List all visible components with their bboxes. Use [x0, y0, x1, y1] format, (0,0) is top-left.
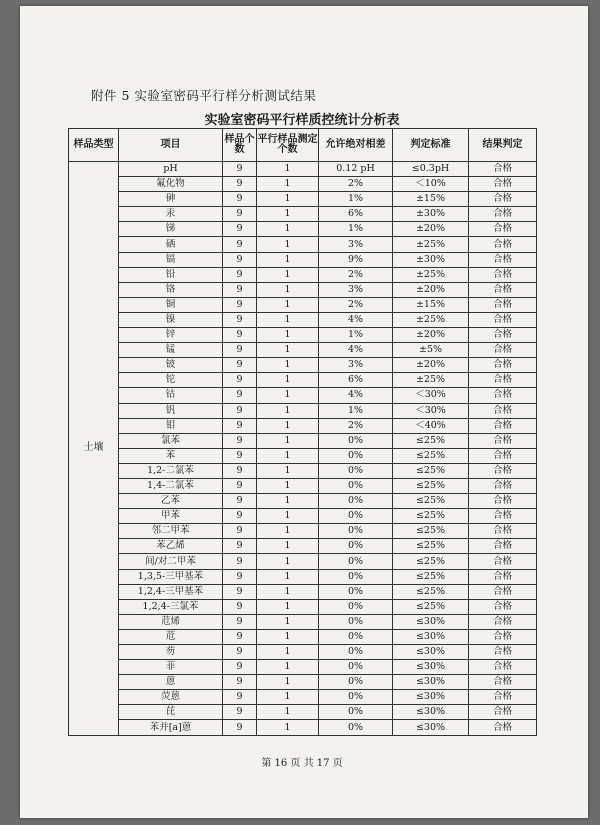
allowed-diff-cell: 0%	[319, 645, 393, 660]
sample-count-cell: 9	[223, 645, 257, 660]
result-cell: 合格	[469, 690, 537, 705]
parallel-count-cell: 1	[257, 448, 319, 463]
table-row	[69, 282, 537, 297]
table-title: 实验室密码平行样质控统计分析表	[204, 113, 400, 128]
sample-count-cell: 9	[223, 237, 257, 252]
result-cell: 合格	[469, 660, 537, 675]
table-header-row	[69, 129, 537, 162]
sample-count-cell: 9	[223, 267, 257, 282]
result-cell: 合格	[469, 403, 537, 418]
parallel-count-cell: 1	[257, 539, 319, 554]
item-cell: 苯乙烯	[119, 539, 223, 554]
allowed-diff-cell: 0%	[319, 584, 393, 599]
table-row	[69, 494, 537, 509]
item-cell: 邻二甲苯	[119, 524, 223, 539]
result-cell: 合格	[469, 554, 537, 569]
parallel-count-cell: 1	[257, 192, 319, 207]
allowed-diff-cell: 0%	[319, 448, 393, 463]
table-row	[69, 312, 537, 327]
sample-count-cell: 9	[223, 207, 257, 222]
result-cell: 合格	[469, 207, 537, 222]
parallel-count-cell: 1	[257, 222, 319, 237]
result-cell: 合格	[469, 297, 537, 312]
item-cell: 乙苯	[119, 494, 223, 509]
allowed-diff-cell: 0%	[319, 463, 393, 478]
parallel-count-cell: 1	[257, 524, 319, 539]
parallel-count-cell: 1	[257, 282, 319, 297]
item-cell: 钼	[119, 418, 223, 433]
sample-count-cell: 9	[223, 569, 257, 584]
result-cell: 合格	[469, 267, 537, 282]
standard-cell: ≤0.3pH	[393, 162, 469, 177]
allowed-diff-cell: 4%	[319, 343, 393, 358]
parallel-count-cell: 1	[257, 388, 319, 403]
standard-cell: ≤30%	[393, 705, 469, 720]
item-cell: 锑	[119, 222, 223, 237]
standard-cell: ±20%	[393, 222, 469, 237]
standard-cell: ±25%	[393, 373, 469, 388]
standard-cell: ≤25%	[393, 584, 469, 599]
sample-type-cell: 土壤	[69, 162, 119, 736]
allowed-diff-cell: 0%	[319, 690, 393, 705]
result-cell: 合格	[469, 388, 537, 403]
sample-count-cell: 9	[223, 282, 257, 297]
parallel-count-cell: 1	[257, 509, 319, 524]
parallel-count-cell: 1	[257, 463, 319, 478]
item-cell: 锌	[119, 328, 223, 343]
table-row	[69, 524, 537, 539]
sample-count-cell: 9	[223, 494, 257, 509]
result-cell: 合格	[469, 373, 537, 388]
standard-cell: ＜30%	[393, 388, 469, 403]
result-cell: 合格	[469, 675, 537, 690]
parallel-count-cell: 1	[257, 297, 319, 312]
sample-count-cell: 9	[223, 312, 257, 327]
result-cell: 合格	[469, 162, 537, 177]
table-row	[69, 690, 537, 705]
standard-cell: ≤25%	[393, 554, 469, 569]
parallel-count-cell: 1	[257, 343, 319, 358]
parallel-count-cell: 1	[257, 614, 319, 629]
table-row	[69, 328, 537, 343]
standard-cell: ＜40%	[393, 418, 469, 433]
parallel-count-cell: 1	[257, 478, 319, 493]
sample-count-cell: 9	[223, 463, 257, 478]
header-item: 项目	[119, 129, 223, 162]
table-row	[69, 267, 537, 282]
parallel-count-cell: 1	[257, 312, 319, 327]
allowed-diff-cell: 1%	[319, 222, 393, 237]
parallel-count-cell: 1	[257, 675, 319, 690]
parallel-count-cell: 1	[257, 162, 319, 177]
sample-count-cell: 9	[223, 539, 257, 554]
table-row	[69, 584, 537, 599]
sample-count-cell: 9	[223, 297, 257, 312]
item-cell: 芴	[119, 645, 223, 660]
attachment-heading: 附件 5 实验室密码平行样分析测试结果	[91, 88, 317, 103]
sample-count-cell: 9	[223, 222, 257, 237]
table-row	[69, 297, 537, 312]
result-cell: 合格	[469, 599, 537, 614]
sample-count-cell: 9	[223, 720, 257, 735]
standard-cell: ≤25%	[393, 463, 469, 478]
allowed-diff-cell: 0%	[319, 569, 393, 584]
header-allowed-diff: 允许绝对相差	[319, 129, 393, 162]
table-row	[69, 358, 537, 373]
result-cell: 合格	[469, 705, 537, 720]
allowed-diff-cell: 3%	[319, 282, 393, 297]
allowed-diff-cell: 6%	[319, 207, 393, 222]
item-cell: 镉	[119, 252, 223, 267]
standard-cell: ≤25%	[393, 524, 469, 539]
allowed-diff-cell: 9%	[319, 252, 393, 267]
item-cell: 苯并[a]蒽	[119, 720, 223, 735]
table-row	[69, 192, 537, 207]
parallel-count-cell: 1	[257, 207, 319, 222]
sample-count-cell: 9	[223, 599, 257, 614]
item-cell: 氟化物	[119, 177, 223, 192]
item-cell: 铅	[119, 267, 223, 282]
allowed-diff-cell: 0%	[319, 720, 393, 735]
table-row	[69, 599, 537, 614]
allowed-diff-cell: 0%	[319, 614, 393, 629]
standard-cell: ±20%	[393, 358, 469, 373]
item-cell: 铜	[119, 297, 223, 312]
standard-cell: ±30%	[393, 207, 469, 222]
table-row	[69, 237, 537, 252]
standard-cell: ≤30%	[393, 675, 469, 690]
parallel-count-cell: 1	[257, 177, 319, 192]
allowed-diff-cell: 2%	[319, 177, 393, 192]
table-row	[69, 252, 537, 267]
sample-count-cell: 9	[223, 554, 257, 569]
result-cell: 合格	[469, 524, 537, 539]
result-cell: 合格	[469, 177, 537, 192]
sample-count-cell: 9	[223, 675, 257, 690]
header-parallel-count: 平行样品测定个数	[257, 129, 319, 162]
sample-count-cell: 9	[223, 705, 257, 720]
table-row	[69, 660, 537, 675]
sample-count-cell: 9	[223, 343, 257, 358]
result-cell: 合格	[469, 418, 537, 433]
sample-count-cell: 9	[223, 192, 257, 207]
standard-cell: ＜30%	[393, 403, 469, 418]
sample-count-cell: 9	[223, 388, 257, 403]
item-cell: 1,2,4-三氯苯	[119, 599, 223, 614]
result-cell: 合格	[469, 463, 537, 478]
standard-cell: ±25%	[393, 312, 469, 327]
standard-cell: ±20%	[393, 328, 469, 343]
sample-count-cell: 9	[223, 418, 257, 433]
result-cell: 合格	[469, 433, 537, 448]
standard-cell: ≤25%	[393, 494, 469, 509]
table-row	[69, 539, 537, 554]
standard-cell: ±30%	[393, 252, 469, 267]
item-cell: 铬	[119, 282, 223, 297]
parallel-count-cell: 1	[257, 569, 319, 584]
allowed-diff-cell: 0%	[319, 660, 393, 675]
sample-count-cell: 9	[223, 162, 257, 177]
parallel-count-cell: 1	[257, 690, 319, 705]
table-row	[69, 162, 537, 177]
allowed-diff-cell: 0%	[319, 509, 393, 524]
item-cell: 砷	[119, 192, 223, 207]
item-cell: 间/对二甲苯	[119, 554, 223, 569]
parallel-count-cell: 1	[257, 267, 319, 282]
allowed-diff-cell: 0%	[319, 539, 393, 554]
parallel-count-cell: 1	[257, 705, 319, 720]
item-cell: pH	[119, 162, 223, 177]
standard-cell: ≤25%	[393, 478, 469, 493]
allowed-diff-cell: 0%	[319, 554, 393, 569]
result-cell: 合格	[469, 237, 537, 252]
sample-count-cell: 9	[223, 509, 257, 524]
item-cell: 镍	[119, 312, 223, 327]
result-cell: 合格	[469, 358, 537, 373]
parallel-count-cell: 1	[257, 252, 319, 267]
result-cell: 合格	[469, 629, 537, 644]
parallel-count-cell: 1	[257, 660, 319, 675]
table-row	[69, 478, 537, 493]
parallel-count-cell: 1	[257, 403, 319, 418]
table-row	[69, 629, 537, 644]
parallel-count-cell: 1	[257, 494, 319, 509]
result-cell: 合格	[469, 343, 537, 358]
result-cell: 合格	[469, 478, 537, 493]
sample-count-cell: 9	[223, 328, 257, 343]
item-cell: 铍	[119, 358, 223, 373]
sample-count-cell: 9	[223, 614, 257, 629]
standard-cell: ≤30%	[393, 690, 469, 705]
table-row	[69, 645, 537, 660]
allowed-diff-cell: 0.12 pH	[319, 162, 393, 177]
parallel-count-cell: 1	[257, 584, 319, 599]
standard-cell: ≤25%	[393, 433, 469, 448]
item-cell: 苊烯	[119, 614, 223, 629]
table-row	[69, 373, 537, 388]
item-cell: 甲苯	[119, 509, 223, 524]
allowed-diff-cell: 0%	[319, 478, 393, 493]
item-cell: 钴	[119, 388, 223, 403]
standard-cell: ≤25%	[393, 539, 469, 554]
sample-count-cell: 9	[223, 690, 257, 705]
parallel-count-cell: 1	[257, 645, 319, 660]
result-cell: 合格	[469, 614, 537, 629]
standard-cell: ±25%	[393, 267, 469, 282]
item-cell: 1,4-二氯苯	[119, 478, 223, 493]
table-row	[69, 222, 537, 237]
result-cell: 合格	[469, 584, 537, 599]
table-row	[69, 388, 537, 403]
sample-count-cell: 9	[223, 584, 257, 599]
table-row	[69, 177, 537, 192]
allowed-diff-cell: 0%	[319, 629, 393, 644]
item-cell: 荧蒽	[119, 690, 223, 705]
parallel-count-cell: 1	[257, 328, 319, 343]
item-cell: 锰	[119, 343, 223, 358]
standard-cell: ＜10%	[393, 177, 469, 192]
parallel-count-cell: 1	[257, 418, 319, 433]
sample-count-cell: 9	[223, 629, 257, 644]
table-row	[69, 403, 537, 418]
item-cell: 蒽	[119, 675, 223, 690]
result-cell: 合格	[469, 720, 537, 735]
header-result: 结果判定	[469, 129, 537, 162]
table-row	[69, 418, 537, 433]
sample-count-cell: 9	[223, 177, 257, 192]
header-sample-count: 样品个数	[223, 129, 257, 162]
allowed-diff-cell: 0%	[319, 675, 393, 690]
allowed-diff-cell: 1%	[319, 328, 393, 343]
item-cell: 钒	[119, 403, 223, 418]
header-standard: 判定标准	[393, 129, 469, 162]
sample-count-cell: 9	[223, 660, 257, 675]
standard-cell: ≤25%	[393, 448, 469, 463]
table-body	[69, 162, 537, 736]
standard-cell: ≤25%	[393, 599, 469, 614]
standard-cell: ≤30%	[393, 629, 469, 644]
standard-cell: ±15%	[393, 297, 469, 312]
sample-count-cell: 9	[223, 433, 257, 448]
result-cell: 合格	[469, 645, 537, 660]
standard-cell: ±25%	[393, 237, 469, 252]
standard-cell: ≤30%	[393, 660, 469, 675]
item-cell: 菲	[119, 660, 223, 675]
table-row	[69, 343, 537, 358]
table-row	[69, 720, 537, 735]
allowed-diff-cell: 0%	[319, 494, 393, 509]
table-row	[69, 569, 537, 584]
allowed-diff-cell: 3%	[319, 358, 393, 373]
table-row	[69, 705, 537, 720]
table-row	[69, 463, 537, 478]
parallel-count-cell: 1	[257, 599, 319, 614]
standard-cell: ±15%	[393, 192, 469, 207]
result-cell: 合格	[469, 569, 537, 584]
standard-cell: ≤25%	[393, 509, 469, 524]
parallel-count-cell: 1	[257, 433, 319, 448]
item-cell: 铊	[119, 373, 223, 388]
allowed-diff-cell: 0%	[319, 599, 393, 614]
result-cell: 合格	[469, 509, 537, 524]
table-row	[69, 509, 537, 524]
allowed-diff-cell: 0%	[319, 524, 393, 539]
table-row	[69, 433, 537, 448]
parallel-count-cell: 1	[257, 237, 319, 252]
standard-cell: ≤30%	[393, 645, 469, 660]
table-row	[69, 207, 537, 222]
allowed-diff-cell: 4%	[319, 388, 393, 403]
parallel-count-cell: 1	[257, 554, 319, 569]
item-cell: 硒	[119, 237, 223, 252]
standard-cell: ≤25%	[393, 569, 469, 584]
sample-count-cell: 9	[223, 373, 257, 388]
sample-count-cell: 9	[223, 403, 257, 418]
item-cell: 苊	[119, 629, 223, 644]
standard-cell: ≤30%	[393, 720, 469, 735]
allowed-diff-cell: 0%	[319, 705, 393, 720]
qc-table	[68, 128, 537, 736]
allowed-diff-cell: 2%	[319, 418, 393, 433]
allowed-diff-cell: 1%	[319, 403, 393, 418]
sample-count-cell: 9	[223, 478, 257, 493]
result-cell: 合格	[469, 539, 537, 554]
parallel-count-cell: 1	[257, 629, 319, 644]
item-cell: 芘	[119, 705, 223, 720]
allowed-diff-cell: 4%	[319, 312, 393, 327]
parallel-count-cell: 1	[257, 373, 319, 388]
standard-cell: ±5%	[393, 343, 469, 358]
table-row	[69, 448, 537, 463]
standard-cell: ≤30%	[393, 614, 469, 629]
item-cell: 1,3,5-三甲基苯	[119, 569, 223, 584]
table-row	[69, 675, 537, 690]
standard-cell: ±20%	[393, 282, 469, 297]
result-cell: 合格	[469, 328, 537, 343]
parallel-count-cell: 1	[257, 720, 319, 735]
allowed-diff-cell: 2%	[319, 297, 393, 312]
result-cell: 合格	[469, 312, 537, 327]
sample-count-cell: 9	[223, 252, 257, 267]
sample-count-cell: 9	[223, 524, 257, 539]
parallel-count-cell: 1	[257, 358, 319, 373]
result-cell: 合格	[469, 282, 537, 297]
result-cell: 合格	[469, 448, 537, 463]
table-row	[69, 614, 537, 629]
result-cell: 合格	[469, 494, 537, 509]
item-cell: 氯苯	[119, 433, 223, 448]
item-cell: 汞	[119, 207, 223, 222]
result-cell: 合格	[469, 252, 537, 267]
allowed-diff-cell: 6%	[319, 373, 393, 388]
table-row	[69, 554, 537, 569]
item-cell: 1,2,4-三甲基苯	[119, 584, 223, 599]
item-cell: 1,2-二氯苯	[119, 463, 223, 478]
allowed-diff-cell: 2%	[319, 267, 393, 282]
page-footer: 第 16 页 共 17 页	[261, 758, 343, 769]
allowed-diff-cell: 1%	[319, 192, 393, 207]
sample-count-cell: 9	[223, 358, 257, 373]
result-cell: 合格	[469, 222, 537, 237]
allowed-diff-cell: 0%	[319, 433, 393, 448]
item-cell: 苯	[119, 448, 223, 463]
result-cell: 合格	[469, 192, 537, 207]
document-page	[20, 6, 588, 818]
allowed-diff-cell: 3%	[319, 237, 393, 252]
header-sample-type: 样品类型	[69, 129, 119, 162]
sample-count-cell: 9	[223, 448, 257, 463]
